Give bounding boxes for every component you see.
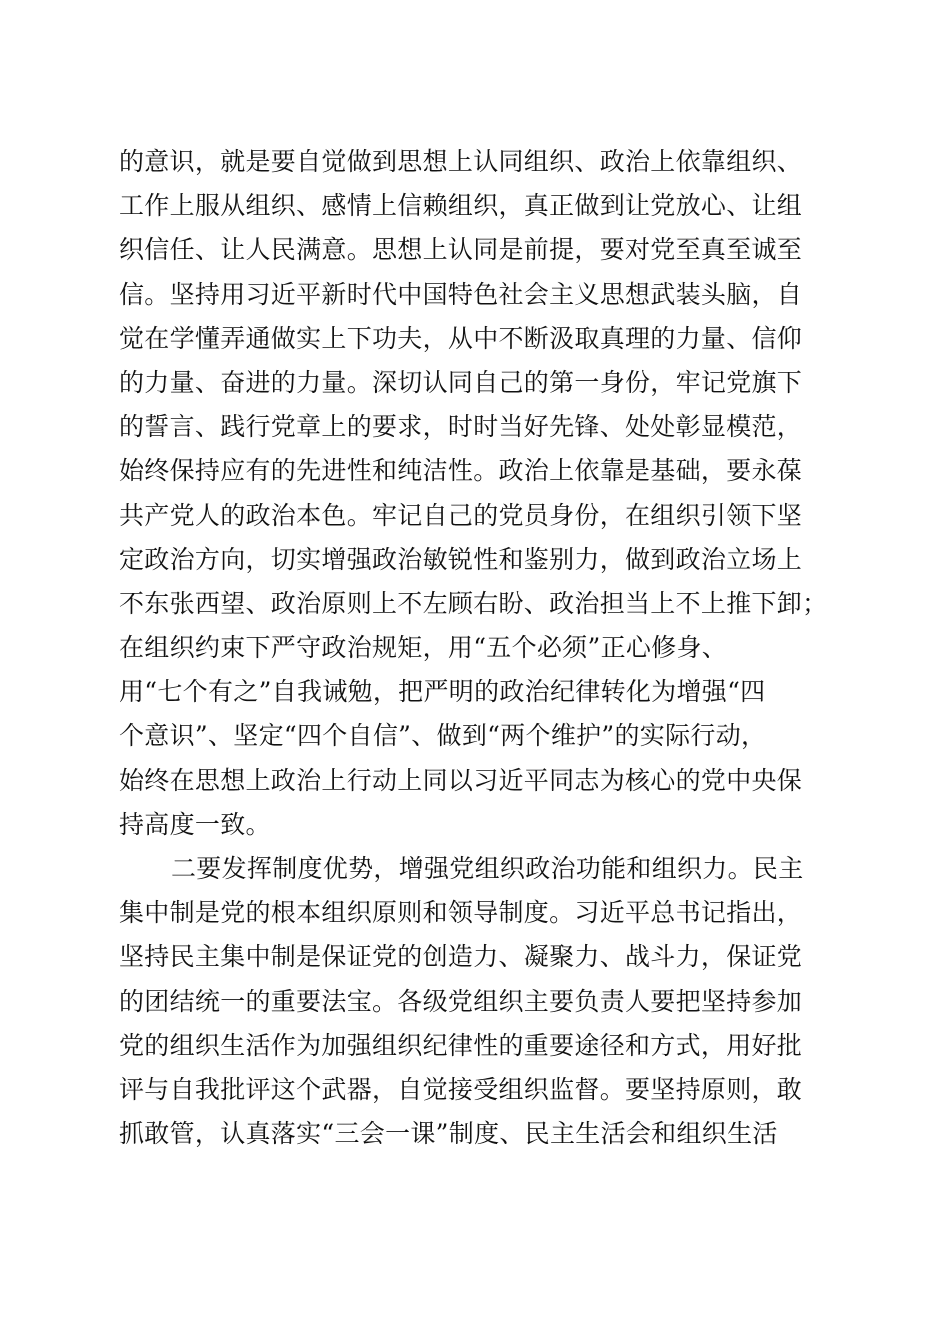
text-line: 不东张西望、政治原则上不左顾右盼、政治担当上不上推下卸； [119,588,828,618]
text-line: 工作上服从组织、感情上信赖组织，真正做到让党放心、让组 [119,191,803,221]
text-line: 用“七个有之”自我诫勉，把严明的政治纪律转化为增强“四 [119,677,766,707]
text-line: 个意识”、坚定“四个自信”、做到“两个维护”的实际行动， [119,721,767,751]
body-text [119,140,831,1156]
paragraph-2 [119,847,831,1156]
text-line: 评与自我批评这个武器，自觉接受组织监督。要坚持原则，敢 [119,1074,803,1104]
text-line: 的力量、奋进的力量。深切认同自己的第一身份，牢记党旗下 [119,367,803,397]
text-line: 始终保持应有的先进性和纯洁性。政治上依靠是基础，要永葆 [119,456,803,486]
paragraph-1 [119,140,831,847]
text-line: 的团结统一的重要法宝。各级党组织主要负责人要把坚持参加 [119,986,803,1016]
text-line: 信。坚持用习近平新时代中国特色社会主义思想武装头脑，自 [119,279,803,309]
text-line: 共产党人的政治本色。牢记自己的党员身份，在组织引领下坚 [119,500,803,530]
text-line: 坚持民主集中制是保证党的创造力、凝聚力、战斗力，保证党 [119,942,803,972]
text-line: 持高度一致。 [119,809,271,839]
text-line: 觉在学懂弄通做实上下功夫，从中不断汲取真理的力量、信仰 [119,323,803,353]
text-line: 集中制是党的根本组织原则和领导制度。习近平总书记指出， [119,898,803,928]
text-line: 定政治方向，切实增强政治敏锐性和鉴别力，做到政治立场上 [119,544,803,574]
text-line: 织信任、让人民满意。思想上认同是前提，要对党至真至诚至 [119,235,803,265]
text-line: 在组织约束下严守政治规矩，用“五个必须”正心修身、 [119,633,728,663]
text-line: 的誓言、践行党章上的要求，时时当好先锋、处处彰显模范， [119,412,803,442]
text-line: 始终在思想上政治上行动上同以习近平同志为核心的党中央保 [119,765,803,795]
text-line: 二要发挥制度优势，增强党组织政治功能和组织力。民主 [171,854,804,883]
text-line: 抓敢管，认真落实“三会一课”制度、民主生活会和组织生活 [119,1119,778,1149]
text-line: 党的组织生活作为加强组织纪律性的重要途径和方式，用好批 [119,1030,803,1060]
text-line: 的意识，就是要自觉做到思想上认同组织、政治上依靠组织、 [119,147,803,176]
